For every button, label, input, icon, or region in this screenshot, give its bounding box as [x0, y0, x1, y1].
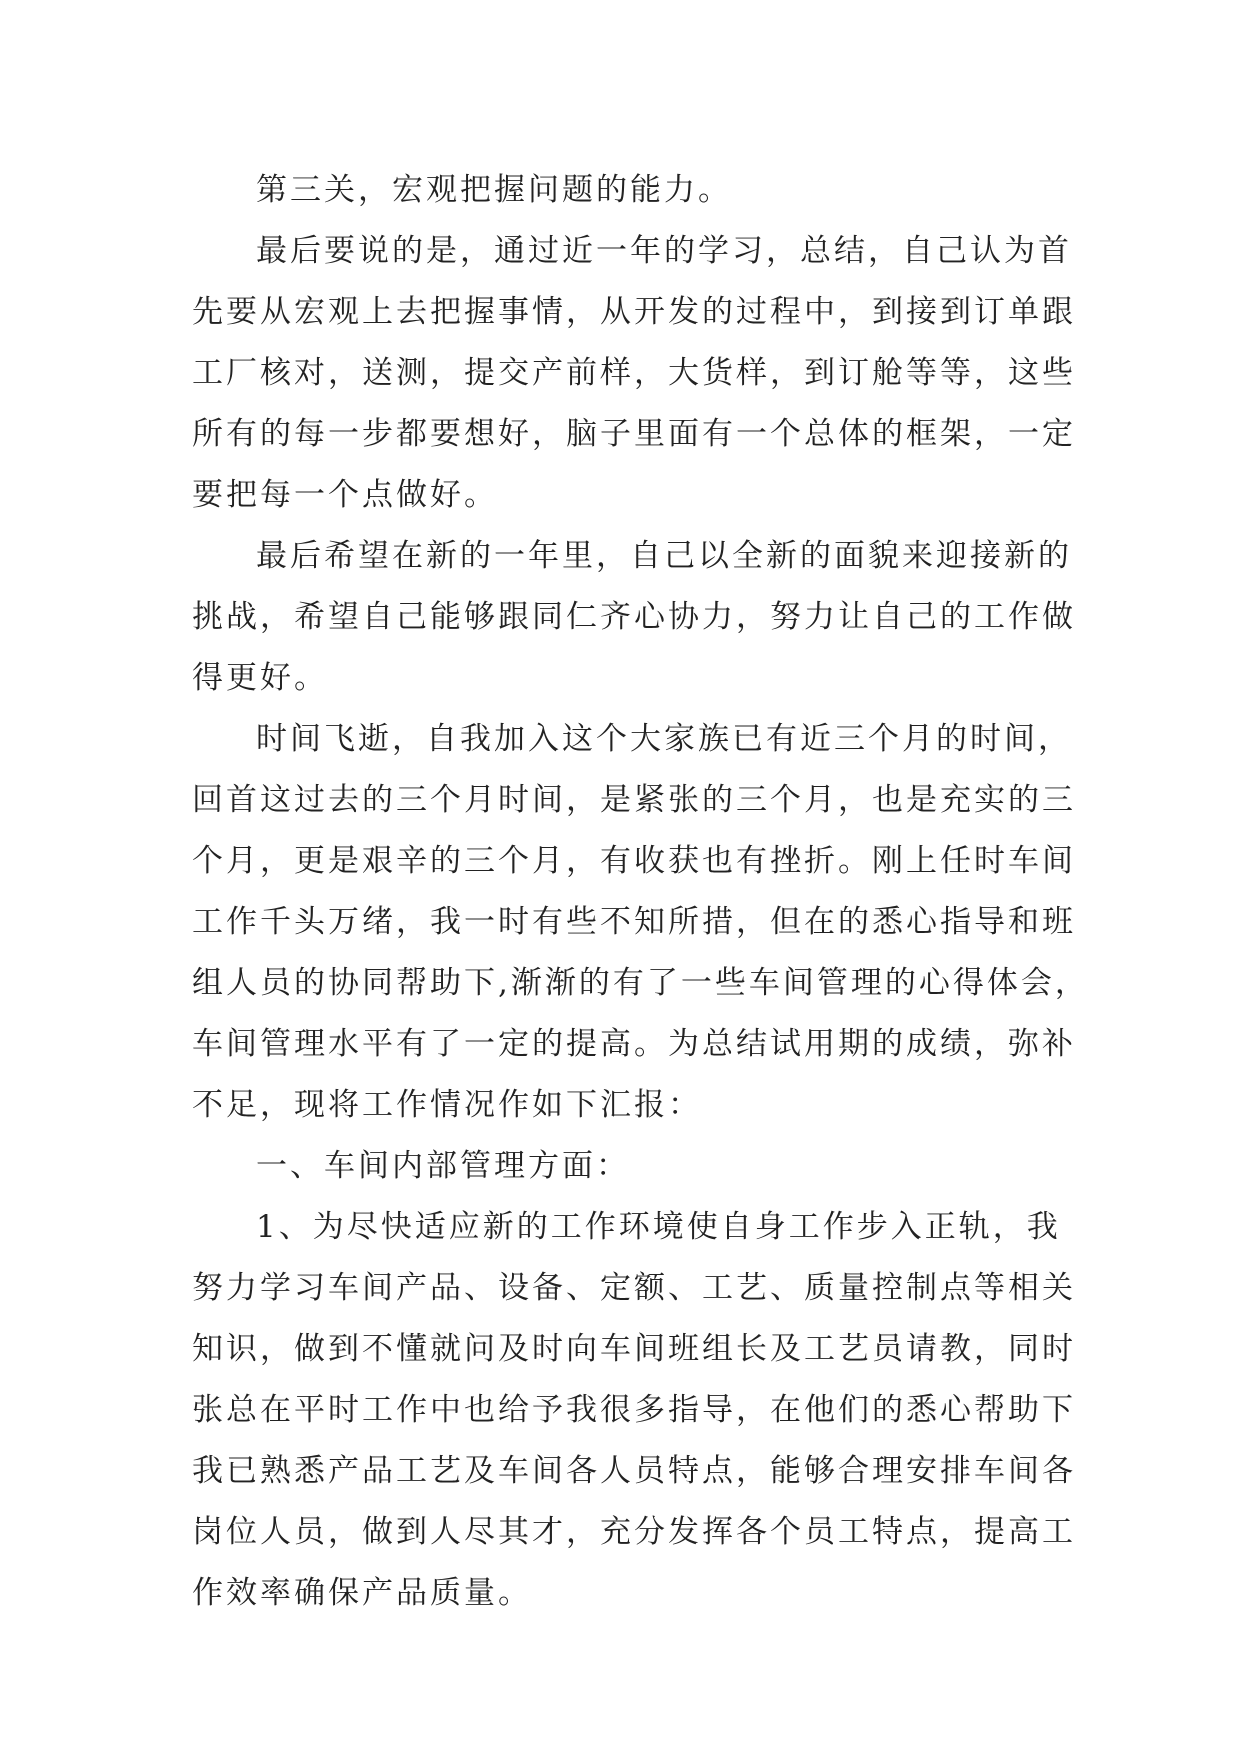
- paragraph-item-1: [192, 1197, 1076, 1624]
- text-line: 工厂核对，送测，提交产前样，大货样，到订舱等等，这些: [192, 355, 1076, 391]
- text-line: 要把每一个点做好。: [192, 477, 498, 513]
- text-line: 先要从宏观上去把握事情，从开发的过程中，到接到订单跟: [192, 294, 1076, 330]
- text-line: 组人员的协同帮助下,渐渐的有了一些车间管理的心得体会，: [192, 965, 1089, 1001]
- text-line: 不足，现将工作情况作如下汇报：: [192, 1087, 702, 1123]
- section-heading: [192, 1136, 1062, 1197]
- text-line: 车间管理水平有了一定的提高。为总结试用期的成绩，弥补: [192, 1026, 1076, 1062]
- text-line: 一、车间内部管理方面：: [256, 1148, 630, 1184]
- paragraph-probation-intro: [192, 709, 1089, 1136]
- text-line: 岗位人员，做到人尽其才，充分发挥各个员工特点，提高工: [192, 1514, 1076, 1550]
- text-line: 作效率确保产品质量。: [192, 1575, 532, 1611]
- text-line: 时间飞逝，自我加入这个大家族已有近三个月的时间，: [256, 721, 1072, 757]
- text-line: 得更好。: [192, 660, 328, 696]
- text-line: 第三关，宏观把握问题的能力。: [256, 172, 732, 208]
- paragraph-third-level: [192, 160, 1062, 221]
- text-line: 张总在平时工作中也给予我很多指导，在他们的悉心帮助下: [192, 1392, 1076, 1428]
- document-body: [192, 160, 1089, 1624]
- text-line: 工作千头万绪，我一时有些不知所措，但在的悉心指导和班: [192, 904, 1076, 940]
- text-line: 知识，做到不懂就问及时向车间班组长及工艺员请教，同时: [192, 1331, 1076, 1367]
- paragraph-hope: [192, 526, 1076, 709]
- paragraph-summary: [192, 221, 1076, 526]
- text-line: 个月，更是艰辛的三个月，有收获也有挫折。刚上任时车间: [192, 843, 1076, 879]
- text-line: 所有的每一步都要想好，脑子里面有一个总体的框架，一定: [192, 416, 1076, 452]
- text-line: 努力学习车间产品、设备、定额、工艺、质量控制点等相关: [192, 1270, 1076, 1306]
- text-line: 1、为尽快适应新的工作环境使自身工作步入正轨，我: [256, 1209, 1061, 1245]
- text-line: 挑战，希望自己能够跟同仁齐心协力，努力让自己的工作做: [192, 599, 1076, 635]
- text-line: 我已熟悉产品工艺及车间各人员特点，能够合理安排车间各: [192, 1453, 1076, 1489]
- text-line: 最后要说的是，通过近一年的学习，总结，自己认为首: [256, 233, 1072, 269]
- text-line: 最后希望在新的一年里，自己以全新的面貌来迎接新的: [256, 538, 1072, 574]
- text-line: 回首这过去的三个月时间，是紧张的三个月，也是充实的三: [192, 782, 1076, 818]
